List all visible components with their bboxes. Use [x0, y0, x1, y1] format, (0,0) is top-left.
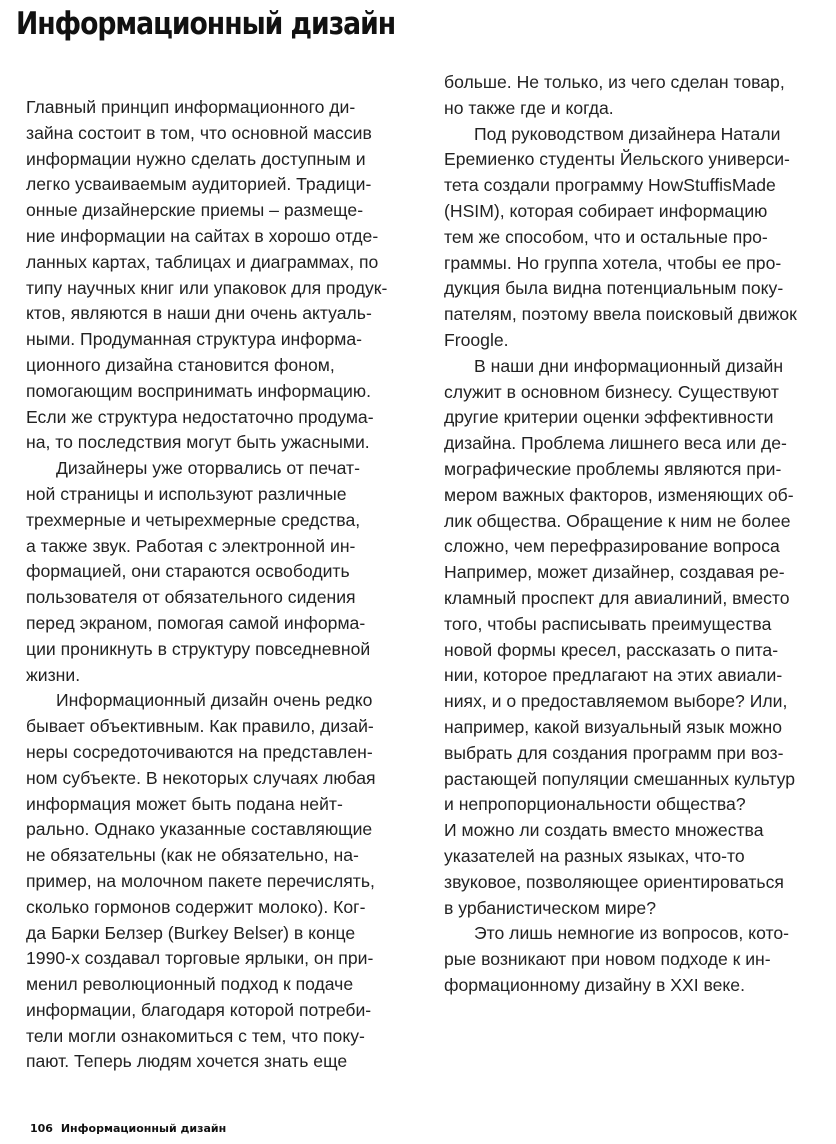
text-line: тем же способом, что и остальные про-: [444, 226, 768, 247]
text-line: рые возникают при новом подходе к ин-: [444, 949, 771, 970]
text-line: не обязательны (как не обязательно, на-: [26, 845, 359, 866]
running-title: Информационный дизайн: [60, 1122, 227, 1135]
text-line: пают. Теперь людям хочется знать еще: [26, 1051, 348, 1072]
paragraph: [26, 456, 414, 688]
paragraph: [26, 688, 414, 1075]
page-title: Информационный дизайн: [16, 6, 396, 42]
text-line: (HSIM), которая собирает информацию: [444, 200, 768, 221]
text-line: информации, благодаря которой потреби-: [26, 999, 372, 1020]
text-line: ционного дизайна становится фоном,: [26, 354, 335, 375]
text-line: жизни.: [26, 664, 81, 685]
text-line: зайна состоит в том, что основной массив: [26, 122, 372, 143]
right-column: [444, 70, 832, 999]
text-line: тели могли ознакомиться с тем, что поку-: [26, 1025, 365, 1046]
text-line: ными. Продуманная структура информа-: [26, 329, 363, 350]
text-line: выбрать для создания программ при воз-: [444, 742, 784, 763]
text-line: нии, которое предлагают на этих авиали-: [444, 665, 783, 686]
text-line: ном субъекте. В некоторых случаях любая: [26, 767, 376, 788]
text-line: новой формы кресел, рассказать о пита-: [444, 639, 779, 660]
text-line: информации нужно сделать доступным и: [26, 148, 366, 169]
text-line: дизайна. Проблема лишнего веса или де-: [444, 433, 787, 454]
text-line: сколько гормонов содержит молоко). Ког-: [26, 896, 366, 917]
text-line: больше. Не только, из чего сделан товар,: [444, 72, 785, 92]
left-column: [26, 95, 414, 1075]
text-line: 1990-х создавал торговые ярлыки, он при-: [26, 948, 374, 969]
text-line: бывает объективным. Как правило, дизай-: [26, 716, 374, 737]
text-line: пользователя от обязательного сидения: [26, 587, 356, 608]
text-line: Дизайнеры уже оторвались от печат-: [56, 458, 360, 479]
text-line: трехмерные и четырехмерные средства,: [26, 509, 361, 530]
text-line: легко усваиваемым аудиторией. Традици-: [26, 174, 372, 195]
text-line: информация может быть подана нейт-: [26, 793, 343, 814]
text-line: пример, на молочном пакете перечислять,: [26, 870, 375, 891]
text-line: и непропорциональности общества?: [444, 794, 746, 815]
text-line: граммы. Но группа хотела, чтобы ее про-: [444, 252, 782, 273]
text-line: а также звук. Работая с электронной ин-: [26, 535, 356, 556]
text-line: Под руководством дизайнера Натали: [474, 123, 781, 144]
text-line: формационному дизайну в XXI веке.: [444, 974, 745, 995]
text-line: например, какой визуальный язык можно: [444, 716, 783, 737]
text-line: мографические проблемы являются при-: [444, 458, 782, 479]
text-line: перед экраном, помогая самой информа-: [26, 612, 366, 633]
text-line: но также где и когда.: [444, 97, 614, 118]
text-line: ниях, и о предоставляемом выборе? Или,: [444, 691, 788, 712]
text-line: звуковое, позволяющее ориентироваться: [444, 871, 784, 892]
paragraph: [444, 70, 832, 122]
text-line: служит в основном бизнесу. Существуют: [444, 381, 779, 402]
text-line: сложно, чем перефразирование вопроса: [444, 536, 780, 557]
text-line: другие критерии оценки эффективности: [444, 407, 774, 428]
text-line: дукция была видна потенциальным поку-: [444, 278, 784, 299]
text-line: формацией, они стараются освободить: [26, 561, 350, 582]
text-line: лик общества. Обращение к ним не более: [444, 510, 791, 531]
text-line: Если же структура недостаточно продума-: [26, 406, 374, 427]
text-line: Еремиенко студенты Йельского универси-: [444, 149, 790, 170]
text-line: ной страницы и используют различные: [26, 483, 347, 504]
paragraph: [444, 354, 832, 922]
text-line: ции проникнуть в структуру повседневной: [26, 638, 371, 659]
text-line: растающей популяции смешанных культур: [444, 768, 795, 789]
text-line: неры сосредоточиваются на представлен-: [26, 741, 373, 762]
paragraph: [444, 122, 832, 354]
text-line: в урбанистическом мире?: [444, 897, 656, 918]
text-line: типу научных книг или упаковок для продук-: [26, 277, 388, 298]
text-line: рально. Однако указанные составляющие: [26, 819, 373, 840]
text-line: Информационный дизайн очень редко: [56, 690, 373, 711]
text-line: указателей на разных языках, что-то: [444, 845, 745, 866]
text-line: да Барки Белзер (Burkey Belser) в конце: [26, 922, 356, 943]
text-line: Например, может дизайнер, создавая ре-: [444, 562, 785, 583]
text-line: менил революционный подход к подаче: [26, 974, 354, 995]
text-line: помогающим воспринимать информацию.: [26, 380, 371, 401]
text-line: Главный принцип информационного ди-: [26, 97, 356, 117]
text-line: тета создали программу HowStuffisMade: [444, 175, 776, 196]
page-number: 106: [30, 1122, 53, 1135]
text-line: кламный проспект для авиалиний, вместо: [444, 587, 790, 608]
text-line: ние информации на сайтах в хорошо отде-: [26, 225, 379, 246]
text-line: ланных картах, таблицах и диаграммах, по: [26, 251, 379, 272]
text-line: онные дизайнерские приемы – размеще-: [26, 200, 364, 221]
text-line: ктов, являются в наши дни очень актуаль-: [26, 303, 372, 324]
page-footer: [30, 1122, 226, 1135]
paragraph: [26, 95, 414, 456]
text-line: мером важных факторов, изменяющих об-: [444, 484, 794, 505]
text-line: того, чтобы расписывать преимущества: [444, 613, 772, 634]
text-line: В наши дни информационный дизайн: [474, 355, 784, 376]
paragraph: [444, 921, 832, 998]
text-line: на, то последствия могут быть ужасными.: [26, 432, 370, 453]
text-line: пателям, поэтому ввела поисковый движок: [444, 304, 797, 325]
text-line: И можно ли создать вместо множества: [444, 820, 764, 841]
text-line: Это лишь немногие из вопросов, кото-: [474, 923, 789, 944]
text-line: Froogle.: [444, 329, 509, 350]
